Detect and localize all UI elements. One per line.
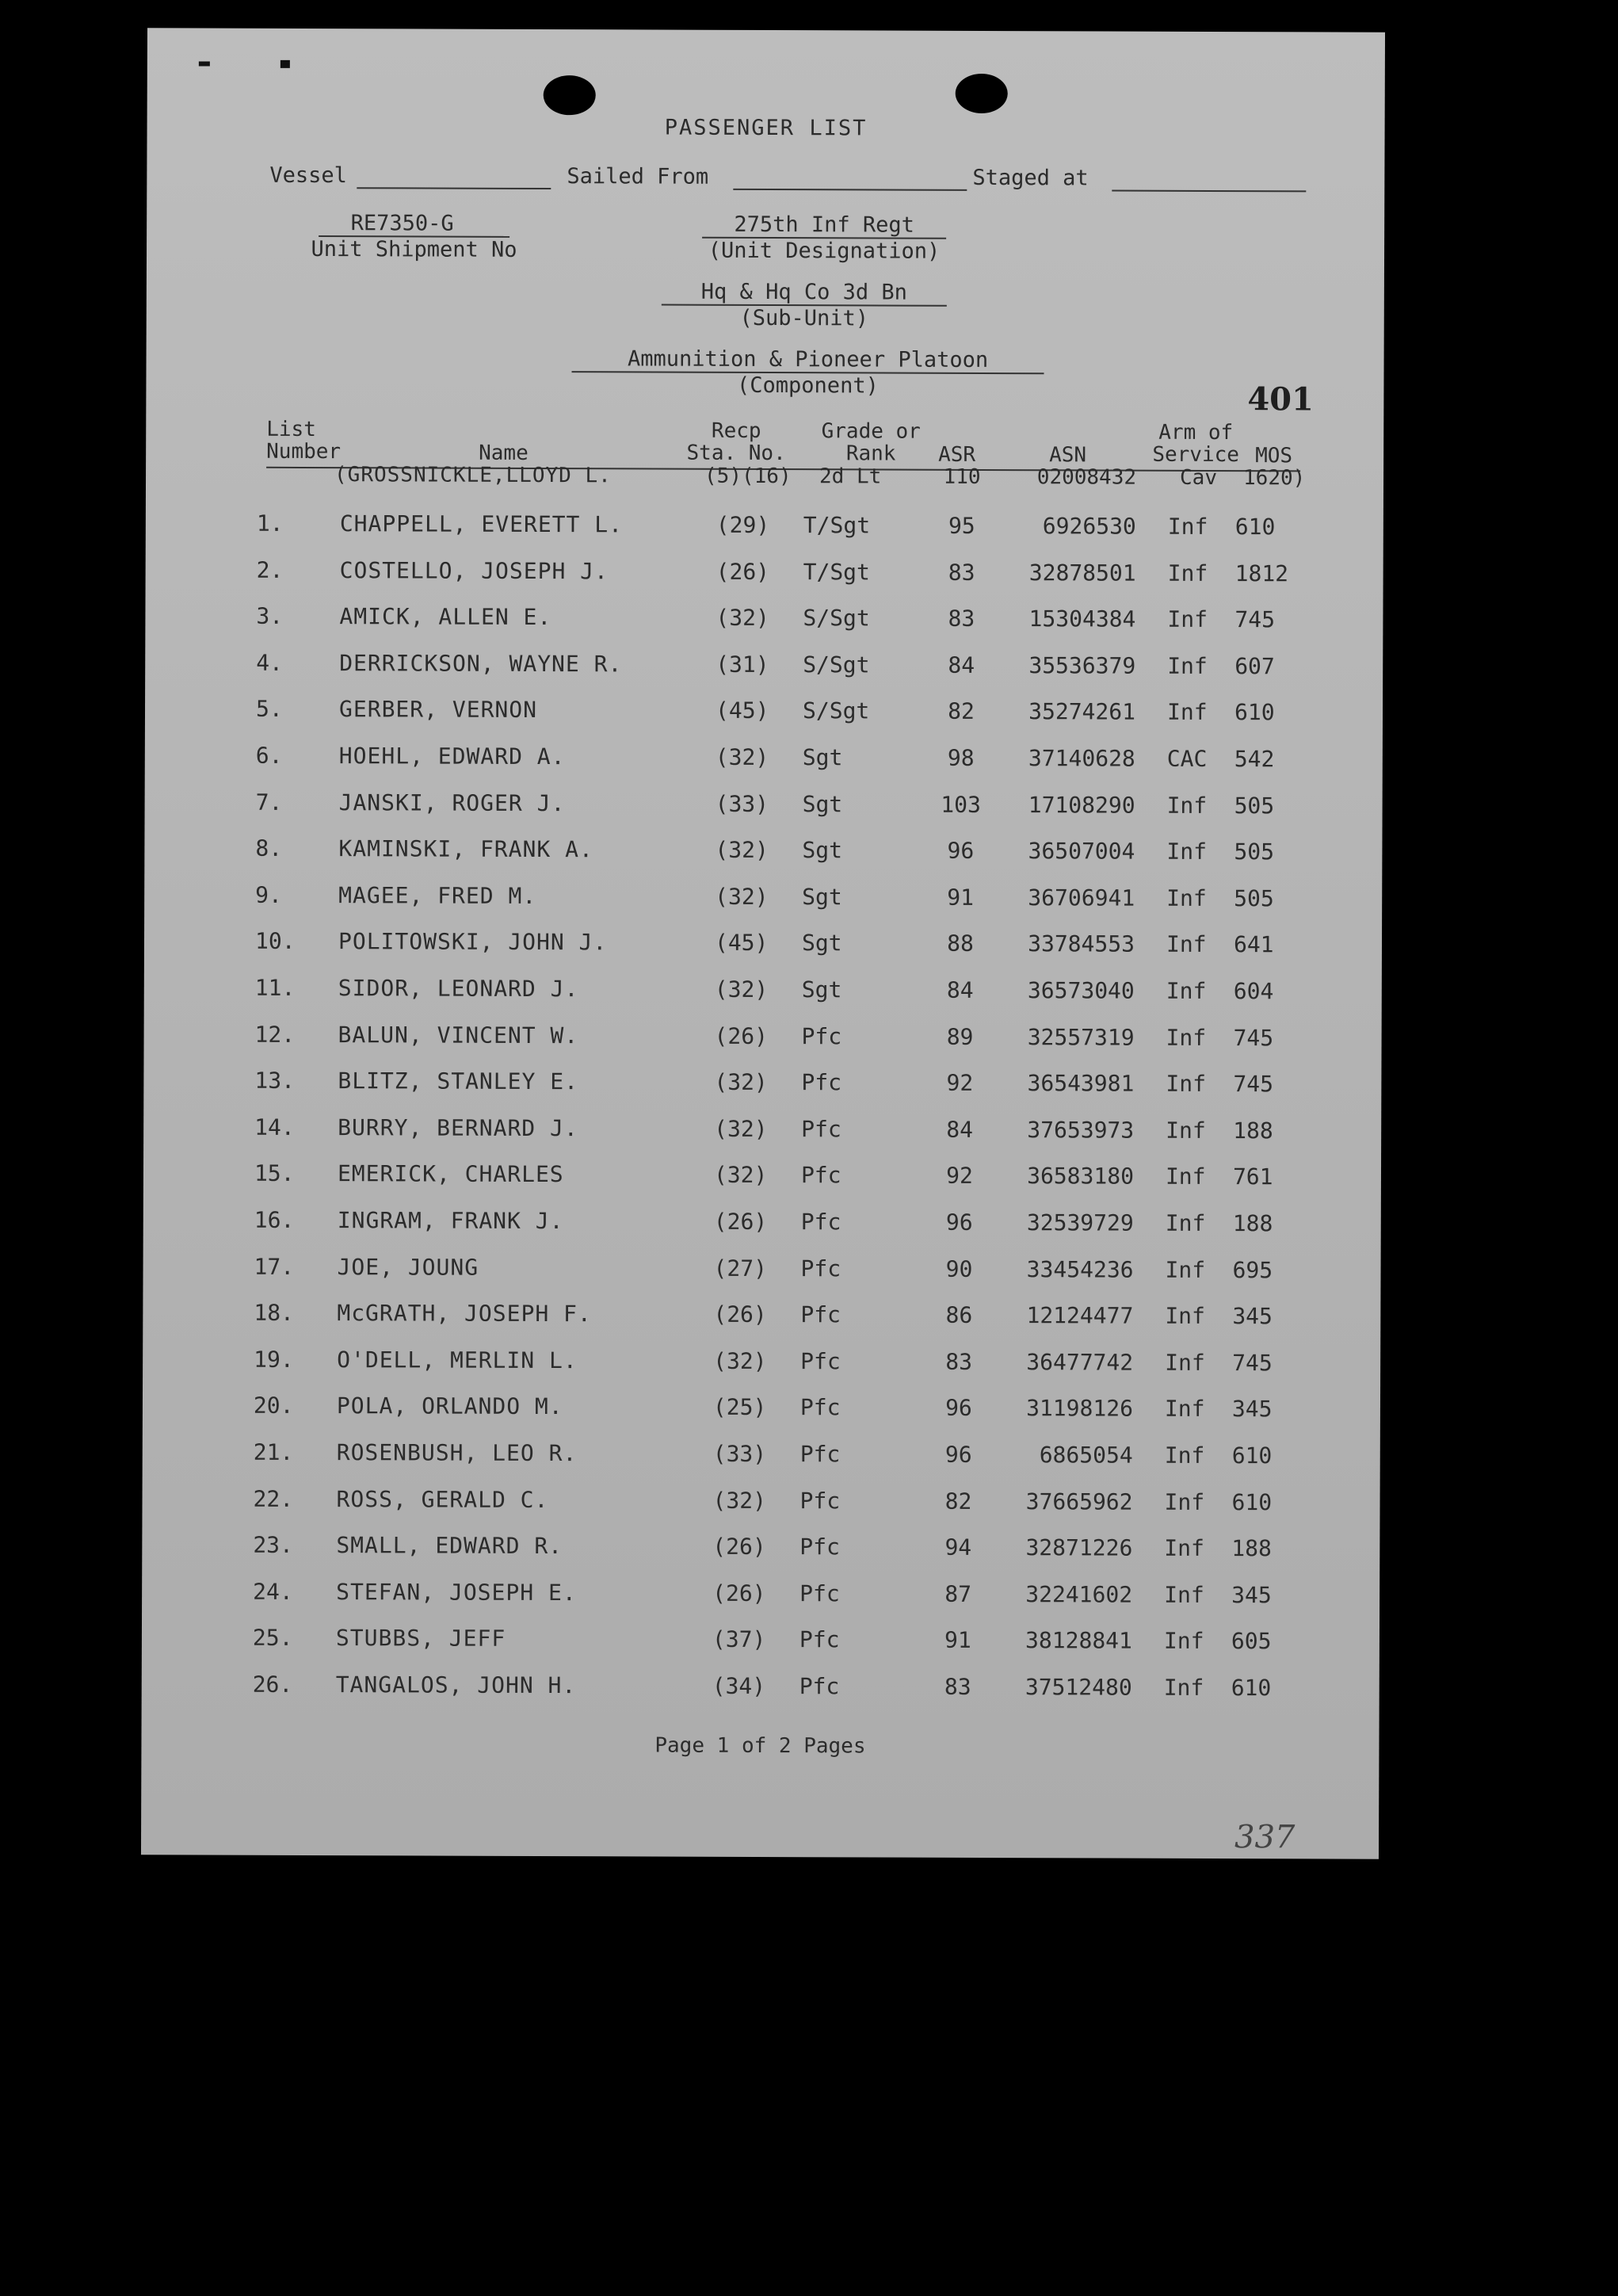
- arm-of-service: Inf: [1164, 1396, 1205, 1423]
- asn-number: 37665962: [1025, 1488, 1133, 1515]
- passenger-name: MAGEE, FRED M.: [338, 881, 537, 909]
- arm-of-service: Inf: [1166, 1117, 1206, 1144]
- mos-code: 745: [1233, 1024, 1274, 1051]
- arm-of-service: Inf: [1164, 1488, 1205, 1515]
- mos-code: 188: [1232, 1210, 1273, 1237]
- arm-of-service: Inf: [1165, 1349, 1205, 1376]
- list-number: 4.: [256, 649, 284, 676]
- arm-of-service: Inf: [1164, 1581, 1204, 1608]
- asn-number: 12124477: [1026, 1302, 1134, 1329]
- recp-sta-no: (26): [712, 1580, 766, 1606]
- table-row: [143, 1438, 1380, 1474]
- mos-code: 345: [1232, 1303, 1273, 1330]
- punch-hole-right: [956, 74, 1008, 113]
- vessel-blank: [357, 187, 551, 189]
- recp-sta-no: (32): [713, 1347, 767, 1374]
- asr-score: 90: [945, 1255, 973, 1282]
- passenger-name: BLITZ, STANLEY E.: [338, 1068, 579, 1095]
- grade-rank: Sgt: [802, 744, 843, 771]
- recp-sta-no: (32): [714, 976, 769, 1003]
- recp-sta-no: (33): [712, 1440, 767, 1468]
- arm-of-service: Inf: [1164, 1442, 1205, 1469]
- scan-mark: [199, 62, 210, 67]
- mos-code: 641: [1233, 931, 1274, 958]
- list-number: 11.: [254, 974, 296, 1001]
- arm-of-service: Inf: [1163, 1674, 1204, 1701]
- arm-of-service: Inf: [1165, 1209, 1206, 1236]
- passenger-name: JANSKI, ROGER J.: [338, 789, 566, 816]
- asr-score: 83: [948, 606, 975, 632]
- passenger-name: CHAPPELL, EVERETT L.: [339, 510, 624, 538]
- table-row: [145, 789, 1383, 824]
- asr-score: 83: [944, 1673, 971, 1700]
- grade-rank: Pfc: [800, 1347, 841, 1375]
- grade-rank: Sgt: [802, 837, 843, 864]
- unit-designation-label: (Unit Designation): [708, 238, 941, 264]
- table-row: [142, 1671, 1379, 1706]
- asr-score: 89: [946, 1023, 974, 1050]
- sub-unit-label: (Sub-Unit): [739, 305, 869, 331]
- asn-number: 33784553: [1028, 930, 1135, 958]
- grade-rank: Pfc: [801, 1022, 842, 1049]
- recp-sta-no: (26): [713, 1301, 767, 1328]
- sailed-from-label: Sailed From: [567, 164, 709, 189]
- grade-rank: S/Sgt: [802, 697, 870, 724]
- list-number: 5.: [255, 696, 283, 723]
- table-row: [143, 1299, 1380, 1335]
- asn-number: 32241602: [1025, 1580, 1133, 1608]
- list-number: 1.: [256, 510, 284, 537]
- list-number: 6.: [255, 742, 283, 769]
- table-row: [142, 1578, 1379, 1614]
- grade-rank: Pfc: [799, 1673, 840, 1700]
- asn-number: 17108290: [1028, 791, 1135, 819]
- mos-code: 745: [1233, 1071, 1274, 1098]
- sailed-from-blank: [733, 189, 967, 191]
- passenger-name: ROSENBUSH, LEO R.: [336, 1439, 578, 1467]
- list-number: 22.: [253, 1485, 294, 1512]
- arm-of-service: Inf: [1166, 1024, 1207, 1051]
- table-row: [145, 649, 1383, 685]
- arm-of-service: Inf: [1166, 884, 1207, 911]
- recp-sta-no: (26): [714, 1022, 769, 1049]
- col-grade-line2: Rank: [845, 441, 896, 466]
- arm-of-service: Inf: [1167, 606, 1208, 633]
- arm-of-service: CAC: [1166, 745, 1208, 772]
- arm-of-service: Inf: [1166, 699, 1208, 726]
- mos-code: 610: [1231, 1488, 1273, 1515]
- list-number: 9.: [255, 881, 282, 908]
- table-row: [145, 696, 1383, 732]
- mos-code: 345: [1231, 1581, 1272, 1609]
- col-arm-line2: Service: [1152, 442, 1239, 468]
- table-row: [142, 1625, 1379, 1660]
- arm-of-service: Inf: [1166, 792, 1208, 819]
- passenger-name: JOE, JOUNG: [337, 1253, 479, 1281]
- asn-number: 32871226: [1025, 1534, 1133, 1561]
- passenger-name: COSTELLO, JOSEPH J.: [339, 556, 609, 584]
- list-number: 15.: [254, 1160, 295, 1187]
- grade-rank: Pfc: [800, 1162, 841, 1189]
- table-row: [144, 928, 1382, 964]
- grade-rank: Sgt: [801, 930, 842, 957]
- col-recp: [673, 420, 799, 465]
- list-number: 16.: [254, 1206, 295, 1233]
- asn-number: 6865054: [1039, 1442, 1133, 1469]
- passenger-name: KAMINSKI, FRANK A.: [338, 835, 593, 863]
- recp-sta-no: (25): [712, 1394, 767, 1421]
- asn-number: 36573040: [1027, 977, 1135, 1004]
- asr-score: 92: [946, 1069, 974, 1097]
- asr-score: 103: [941, 791, 981, 818]
- asn-number: 36507004: [1028, 838, 1135, 865]
- recp-sta-no: (37): [712, 1626, 766, 1653]
- asr-score: 82: [948, 698, 975, 725]
- asr-score: 94: [944, 1534, 972, 1561]
- recp-sta-no: (26): [716, 558, 770, 585]
- component: Ammunition & Pioneer Platoon: [572, 346, 1044, 374]
- list-number: 20.: [253, 1392, 294, 1419]
- unit-shipment-no: RE7350-G: [319, 211, 509, 238]
- recp-sta-no: (32): [714, 1068, 768, 1096]
- table-row: [145, 742, 1383, 777]
- grade-rank: Sgt: [801, 976, 842, 1003]
- recp-sta-no: (32): [715, 883, 769, 910]
- table-row: [142, 1531, 1379, 1567]
- mos-code: 345: [1231, 1396, 1273, 1423]
- officer-asn: 02008432: [1036, 465, 1137, 490]
- table-row: [143, 1206, 1381, 1242]
- list-number: 2.: [256, 556, 284, 583]
- asr-score: 98: [947, 744, 975, 771]
- passenger-name: STUBBS, JEFF: [335, 1625, 506, 1652]
- table-row: [143, 1160, 1381, 1196]
- col-grade-line1: Grade or: [821, 419, 921, 444]
- table-row: [143, 1392, 1380, 1428]
- asn-number: 38128841: [1025, 1627, 1132, 1655]
- list-number: 12.: [254, 1021, 296, 1048]
- col-list-line2: Number: [266, 439, 342, 464]
- table-row: [144, 1021, 1382, 1056]
- col-asr: ASR: [938, 442, 976, 467]
- arm-of-service: Inf: [1167, 652, 1208, 679]
- mos-code: 610: [1231, 1675, 1272, 1702]
- col-recp-line1: Recp: [711, 418, 761, 443]
- mos-code: 604: [1233, 978, 1274, 1005]
- passenger-name: HOEHL, EDWARD A.: [338, 743, 566, 770]
- col-arm-line1: Arm of: [1158, 420, 1234, 445]
- recp-sta-no: (29): [716, 511, 770, 539]
- officer-recp: (5)(16): [704, 464, 792, 489]
- asn-number: 35536379: [1028, 651, 1136, 679]
- asn-number: 35274261: [1028, 698, 1136, 726]
- asn-number: 33454236: [1026, 1255, 1134, 1283]
- asn-number: 37512480: [1025, 1674, 1132, 1701]
- asn-number: 6926530: [1042, 513, 1136, 540]
- list-number: 13.: [254, 1067, 296, 1095]
- arm-of-service: Inf: [1164, 1534, 1204, 1562]
- recp-sta-no: (26): [712, 1533, 766, 1561]
- list-number: 25.: [252, 1625, 293, 1652]
- asr-score: 92: [946, 1163, 973, 1190]
- asr-score: 86: [945, 1301, 973, 1329]
- grade-rank: Sgt: [802, 790, 843, 817]
- asn-number: 36706941: [1028, 884, 1135, 911]
- list-number: 24.: [253, 1578, 293, 1605]
- table-row: [143, 1253, 1380, 1289]
- passenger-name: AMICK, ALLEN E.: [339, 603, 552, 631]
- recp-sta-no: (45): [714, 930, 769, 957]
- recp-sta-no: (31): [716, 651, 769, 678]
- recp-sta-no: (34): [712, 1672, 766, 1700]
- col-recp-line2: Sta. No.: [686, 441, 786, 466]
- grade-rank: Pfc: [800, 1209, 841, 1236]
- asr-score: 95: [948, 512, 975, 539]
- asr-score: 96: [945, 1395, 972, 1422]
- mos-code: 745: [1232, 1349, 1273, 1377]
- officer-grade: 2d Lt: [819, 464, 882, 489]
- list-number: 23.: [253, 1531, 293, 1559]
- grade-rank: Pfc: [800, 1255, 841, 1282]
- list-number: 26.: [252, 1671, 293, 1698]
- recp-sta-no: (32): [715, 836, 769, 864]
- arm-of-service: Inf: [1166, 838, 1208, 865]
- arm-of-service: Inf: [1166, 931, 1207, 958]
- grade-rank: Pfc: [799, 1534, 840, 1561]
- list-number: 8.: [255, 835, 283, 862]
- sub-unit-block: [606, 279, 1002, 331]
- page-number-stamp: 401: [1247, 380, 1314, 418]
- mos-code: 505: [1234, 839, 1275, 865]
- grade-rank: Pfc: [799, 1487, 841, 1514]
- table-row: [143, 1067, 1381, 1102]
- asr-score: 96: [947, 837, 975, 865]
- col-mos: MOS: [1255, 444, 1293, 468]
- mos-code: 745: [1234, 606, 1276, 633]
- handwritten-note: 337: [1234, 1819, 1296, 1856]
- grade-rank: Pfc: [799, 1441, 841, 1468]
- scan-mark: [280, 60, 290, 68]
- recp-sta-no: (32): [714, 1115, 768, 1142]
- passenger-name: SIDOR, LEONARD J.: [338, 975, 579, 1003]
- list-number: 19.: [254, 1346, 294, 1373]
- document-title: PASSENGER LIST: [664, 115, 868, 141]
- col-arm: [1136, 422, 1255, 467]
- col-asn: ASN: [1049, 443, 1087, 468]
- asr-score: 96: [944, 1441, 972, 1468]
- grade-rank: S/Sgt: [803, 605, 870, 632]
- arm-of-service: Inf: [1165, 1256, 1206, 1283]
- grade-rank: Pfc: [799, 1394, 841, 1421]
- unit-designation-block: [646, 212, 1002, 264]
- asr-score: 88: [947, 930, 974, 957]
- arm-of-service: Inf: [1166, 1070, 1207, 1098]
- passenger-name: TANGALOS, JOHN H.: [335, 1671, 577, 1699]
- arm-of-service: Inf: [1166, 977, 1207, 1004]
- passenger-name: O'DELL, MERLIN L.: [337, 1346, 578, 1373]
- asr-score: 87: [944, 1580, 972, 1607]
- passenger-name: GERBER, VERNON: [338, 696, 538, 724]
- asr-score: 84: [946, 1116, 974, 1143]
- passenger-name: BALUN, VINCENT W.: [338, 1021, 579, 1049]
- table-row: [144, 881, 1382, 917]
- asn-number: 32878501: [1028, 559, 1136, 586]
- recp-sta-no: (32): [713, 1162, 768, 1189]
- asr-score: 91: [947, 884, 975, 911]
- recp-sta-no: (33): [715, 790, 769, 817]
- sub-unit: Hq & Hq Co 3d Bn: [662, 280, 947, 307]
- mos-code: 605: [1231, 1628, 1272, 1655]
- asr-score: 84: [948, 651, 975, 678]
- staged-at-blank: [1112, 190, 1306, 193]
- mos-code: 188: [1233, 1117, 1273, 1144]
- asr-score: 84: [946, 976, 974, 1003]
- list-number: 18.: [254, 1299, 295, 1327]
- officer-name: (GROSSNICKLE,LLOYD L.: [334, 463, 612, 488]
- mos-code: 188: [1231, 1535, 1272, 1562]
- passenger-name: INGRAM, FRANK J.: [337, 1207, 564, 1235]
- mos-code: 695: [1232, 1256, 1273, 1283]
- passenger-name: SMALL, EDWARD R.: [336, 1532, 563, 1560]
- arm-of-service: Inf: [1167, 560, 1208, 586]
- grade-rank: S/Sgt: [803, 651, 870, 678]
- asn-number: 37140628: [1028, 745, 1135, 772]
- asn-number: 37653973: [1027, 1116, 1135, 1144]
- asn-number: 36477742: [1026, 1348, 1134, 1376]
- component-label: (Component): [736, 372, 879, 399]
- asn-number: 32557319: [1027, 1023, 1135, 1051]
- mos-code: 610: [1231, 1442, 1273, 1469]
- table-row: [143, 1114, 1381, 1149]
- mos-code: 610: [1234, 514, 1276, 541]
- unit-designation: 275th Inf Regt: [702, 212, 946, 239]
- asr-score: 83: [945, 1348, 973, 1375]
- list-number: 7.: [255, 789, 283, 816]
- unit-shipment-label: Unit Shipment No: [311, 237, 517, 262]
- grade-rank: Pfc: [801, 1115, 841, 1143]
- recp-sta-no: (32): [716, 604, 769, 632]
- arm-of-service: Inf: [1165, 1163, 1206, 1190]
- col-list-line1: List: [266, 417, 316, 442]
- arm-of-service: Inf: [1165, 1302, 1205, 1330]
- recp-sta-no: (45): [715, 697, 769, 724]
- passenger-name: DERRICKSON, WAYNE R.: [339, 649, 623, 678]
- recp-sta-no: (26): [713, 1208, 768, 1236]
- mos-code: 761: [1232, 1163, 1273, 1190]
- officer-row: [146, 462, 1383, 498]
- list-number: 10.: [254, 928, 296, 955]
- asr-score: 83: [948, 559, 975, 586]
- asr-score: 96: [945, 1209, 973, 1236]
- grade-rank: Pfc: [799, 1580, 840, 1607]
- passenger-name: POLITOWSKI, JOHN J.: [338, 928, 608, 956]
- table-row: [146, 510, 1383, 545]
- list-number: 17.: [254, 1253, 295, 1280]
- recp-sta-no: (32): [715, 743, 769, 771]
- document-page: [141, 28, 1385, 1859]
- asn-number: 36543981: [1027, 1070, 1135, 1097]
- passenger-name: McGRATH, JOSEPH F.: [337, 1300, 592, 1328]
- list-number: 21.: [253, 1438, 294, 1465]
- officer-asr: 110: [943, 464, 981, 489]
- asr-score: 82: [944, 1488, 972, 1515]
- asr-score: 91: [944, 1627, 971, 1654]
- page-footer: Page 1 of 2 Pages: [654, 1733, 866, 1759]
- table-row: [143, 1346, 1380, 1381]
- passenger-name: STEFAN, JOSEPH E.: [336, 1578, 577, 1606]
- recp-sta-no: (27): [713, 1255, 768, 1282]
- passenger-name: ROSS, GERALD C.: [336, 1485, 549, 1513]
- grade-rank: Pfc: [800, 1301, 841, 1328]
- arm-of-service: Inf: [1163, 1628, 1204, 1655]
- list-number: 14.: [254, 1114, 295, 1140]
- col-list-number: [266, 418, 341, 463]
- list-number: 3.: [256, 602, 284, 630]
- grade-rank: T/Sgt: [803, 558, 870, 586]
- asn-number: 32539729: [1026, 1209, 1134, 1236]
- table-row: [144, 974, 1382, 1010]
- component-block: [502, 346, 1112, 399]
- mos-code: 542: [1234, 746, 1275, 773]
- mos-code: 1812: [1234, 560, 1289, 586]
- officer-mos: 1620): [1243, 466, 1306, 491]
- asn-number: 15304384: [1028, 606, 1136, 632]
- punch-hole-left: [544, 75, 596, 115]
- grade-rank: Pfc: [799, 1626, 840, 1653]
- officer-arm: Cav: [1180, 465, 1218, 490]
- col-grade: [803, 420, 938, 465]
- passenger-name: BURRY, BERNARD J.: [338, 1114, 578, 1141]
- mos-code: 610: [1234, 699, 1275, 726]
- grade-rank: Pfc: [801, 1069, 842, 1096]
- mos-code: 505: [1234, 792, 1275, 819]
- grade-rank: Sgt: [802, 883, 842, 911]
- mos-code: 505: [1234, 884, 1274, 912]
- col-name: Name: [479, 441, 529, 465]
- grade-rank: T/Sgt: [803, 512, 871, 539]
- vessel-label: Vessel: [269, 162, 347, 189]
- recp-sta-no: (32): [712, 1487, 767, 1514]
- passenger-name: EMERICK, CHARLES: [337, 1160, 564, 1188]
- passenger-name: POLA, ORLANDO M.: [336, 1392, 563, 1420]
- arm-of-service: Inf: [1167, 513, 1208, 540]
- mos-code: 607: [1234, 652, 1275, 680]
- asn-number: 36583180: [1027, 1163, 1135, 1190]
- staged-at-label: Staged at: [972, 165, 1089, 191]
- table-row: [144, 835, 1382, 870]
- table-row: [146, 556, 1383, 592]
- table-row: [142, 1485, 1379, 1521]
- asn-number: 31198126: [1026, 1395, 1134, 1423]
- unit-shipment-block: [265, 211, 563, 262]
- table-row: [145, 602, 1383, 638]
